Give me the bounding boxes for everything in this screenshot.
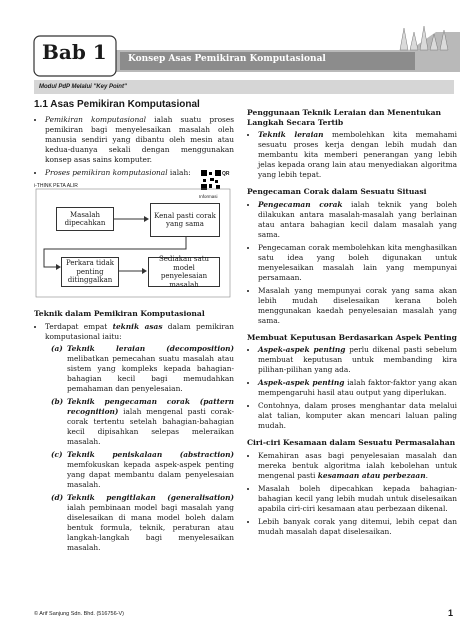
term: Aspek-aspek penting: [258, 378, 345, 387]
section1-list: [247, 130, 457, 180]
item-text: ialah:: [167, 168, 191, 177]
item-text: Terdapat empat: [45, 321, 113, 331]
subsection-title: Ciri-ciri Kesamaan dalam Sesuatu Permasalahan: [247, 438, 456, 447]
technique-item: [51, 396, 234, 447]
section4-list: [247, 451, 457, 537]
copyright: © Arif Sanjung Sdn. Bhd. (516756-V): [34, 611, 124, 617]
modul-bar: [34, 80, 454, 94]
left-column: [34, 100, 234, 556]
flow-box-decompose: Masalah dipecahkan: [56, 207, 114, 231]
subsection-title: Penggunaan Teknik Leraian dan Menentukan Langkah Secara Tertib: [247, 108, 442, 127]
item-text: ialah faktor-faktor yang akan mempengaruhi hasil atau output yang diperlukan.: [258, 378, 457, 397]
list-item: [258, 200, 457, 240]
term: Aspek-aspek penting: [258, 345, 346, 354]
list-item: • Lebih banyak corak yang ditemui, lebih cepat dan mudah masalah dapat diselesaikan.: [258, 517, 457, 537]
modul-highlight: "Key Point": [93, 84, 127, 90]
term: Proses pemikiran komputasional: [45, 168, 168, 177]
item-label: (d): [51, 492, 64, 502]
term: Teknik leraian: [258, 130, 324, 139]
list-item: • Masalah boleh dipecahkan kepada bahagian-bahagian kecil yang lebih mudah untuk diselesaikan apabila ciri-ciri kesamaan atau perbezaan dikenal.: [258, 484, 457, 514]
section-title: 1.1 Asas Pemikiran Komputasional: [34, 99, 200, 110]
teknik-list: [34, 322, 234, 553]
term: Teknik leraian (decomposition): [67, 343, 234, 353]
technique-list: [45, 344, 234, 553]
item-label: (b): [51, 396, 64, 406]
list-item: [258, 378, 457, 398]
flow-box-model: Sediakan satu model penyelesaian masalah: [148, 257, 220, 287]
subsection-title: Membuat Keputusan Berdasarkan Aspek Penting: [247, 332, 457, 342]
list-item: • Contohnya, dalam proses menghantar data melalui alat talian, komputer akan mencari laluan paling mudah.: [258, 401, 457, 431]
page-number: 1: [448, 608, 454, 618]
subsection-title: Pengecaman Corak dalam Sesuatu Situasi: [247, 187, 427, 196]
item-text: dalam pemikiran komputasional iaitu:: [45, 321, 235, 341]
section3-list: [247, 345, 457, 431]
right-column: [247, 100, 457, 540]
item-text: membolehkan kita memahami sesuatu proses kerja dengan lebih mudah dan membantu kita memberi penerangan yang lebih jelas kepada orang lain atau menyediakan algoritma yang lebih tepat.: [258, 130, 457, 179]
technique-item: [51, 343, 234, 394]
list-item: [45, 322, 234, 553]
technique-item: [51, 492, 234, 553]
list-item: [258, 130, 457, 180]
term: kesamaan atau perbezaan: [317, 470, 426, 480]
item-text: perlu dikenal pasti sebelum membuat keputusan untuk membanding kira pilihan-pilihan yang ada.: [258, 345, 457, 374]
flow-box-abstraction: Perkara tidak penting ditinggalkan: [61, 257, 119, 287]
item-label: (c): [51, 449, 63, 459]
item-text: melibatkan pemecahan suatu masalah atau sistem yang kompleks kepada bahagian-bahagian kecil bagi memudahkan pemahaman dan penyelesaian.: [67, 353, 234, 393]
term: Pemikiran komputasional: [45, 115, 146, 124]
item-text: memfokuskan kepada aspek-aspek penting yang dapat membantu dalam penyelesaian masalah.: [67, 459, 234, 489]
flow-box-pattern: Kenal pasti corak yang sama: [150, 203, 220, 237]
subsection-title: Teknik dalam Pemikiran Komputasional: [34, 309, 205, 318]
list-item: • Masalah yang mempunyai corak yang sama akan lebih mudah diselesaikan kerana boleh menggunakan kaedah penyelesaian masalah yang sama.: [258, 286, 457, 326]
item-text: Kemahiran asas bagi penyelesaian masalah dan mereka bentuk algoritma ialah kebolehan untuk mengenal pasti: [258, 450, 457, 480]
chapter-number: Bab 1: [42, 40, 107, 64]
qr-sub-label: Informasi: [199, 194, 218, 199]
ithink-label: i-THINK PETA ALIR: [34, 183, 78, 189]
section2-list: [247, 200, 457, 326]
qr-label: QR: [222, 171, 230, 177]
item-label: (a): [51, 343, 63, 353]
term: teknik asas: [112, 321, 163, 331]
term: Pengecaman corak: [258, 199, 343, 209]
term: Teknik pengitlakan (generalisation): [67, 492, 234, 502]
item-text: ialah mengenal pasti corak-corak tertentu setelah bahagian-bahagian kecil dipisahkan selepas meleraikan masalah.: [67, 406, 234, 446]
item-text: .: [425, 470, 428, 480]
technique-item: [51, 449, 234, 490]
term: Teknik pengecaman corak (pattern recognition): [67, 396, 234, 416]
chapter-title: Konsep Asas Pemikiran Komputasional: [128, 54, 326, 64]
item-text: ialah pembinaan model bagi masalah yang diselesaikan di mana model boleh dalam bentuk formula, teknik, peraturan atau langkah-langkah bagi menyelesaikan masalah.: [67, 502, 234, 552]
term: Teknik peniskalaan (abstraction): [67, 449, 234, 459]
modul-prefix: Modul PdP Melalui: [39, 84, 92, 90]
item-text: ialah suatu proses pemikiran bagi menyelesaikan masalah oleh manusia sendiri yang dibantu oleh mesin atau kedua-duanya sekali dengan menggunakan konsep asas sains komputer.: [45, 115, 234, 164]
item-text: ialah teknik yang boleh dilakukan antara masalah-masalah yang berlainan atau antara bahagian kecil dalam masalah yang sama.: [258, 199, 457, 239]
list-item: [258, 451, 457, 481]
list-item: [258, 345, 457, 375]
list-item: • Pengecaman corak membolehkan kita menghasilkan satu idea yang boleh digunakan untuk menyelesaikan masalah lain yang mempunyai persamaan.: [258, 243, 457, 283]
list-item: [45, 115, 234, 165]
